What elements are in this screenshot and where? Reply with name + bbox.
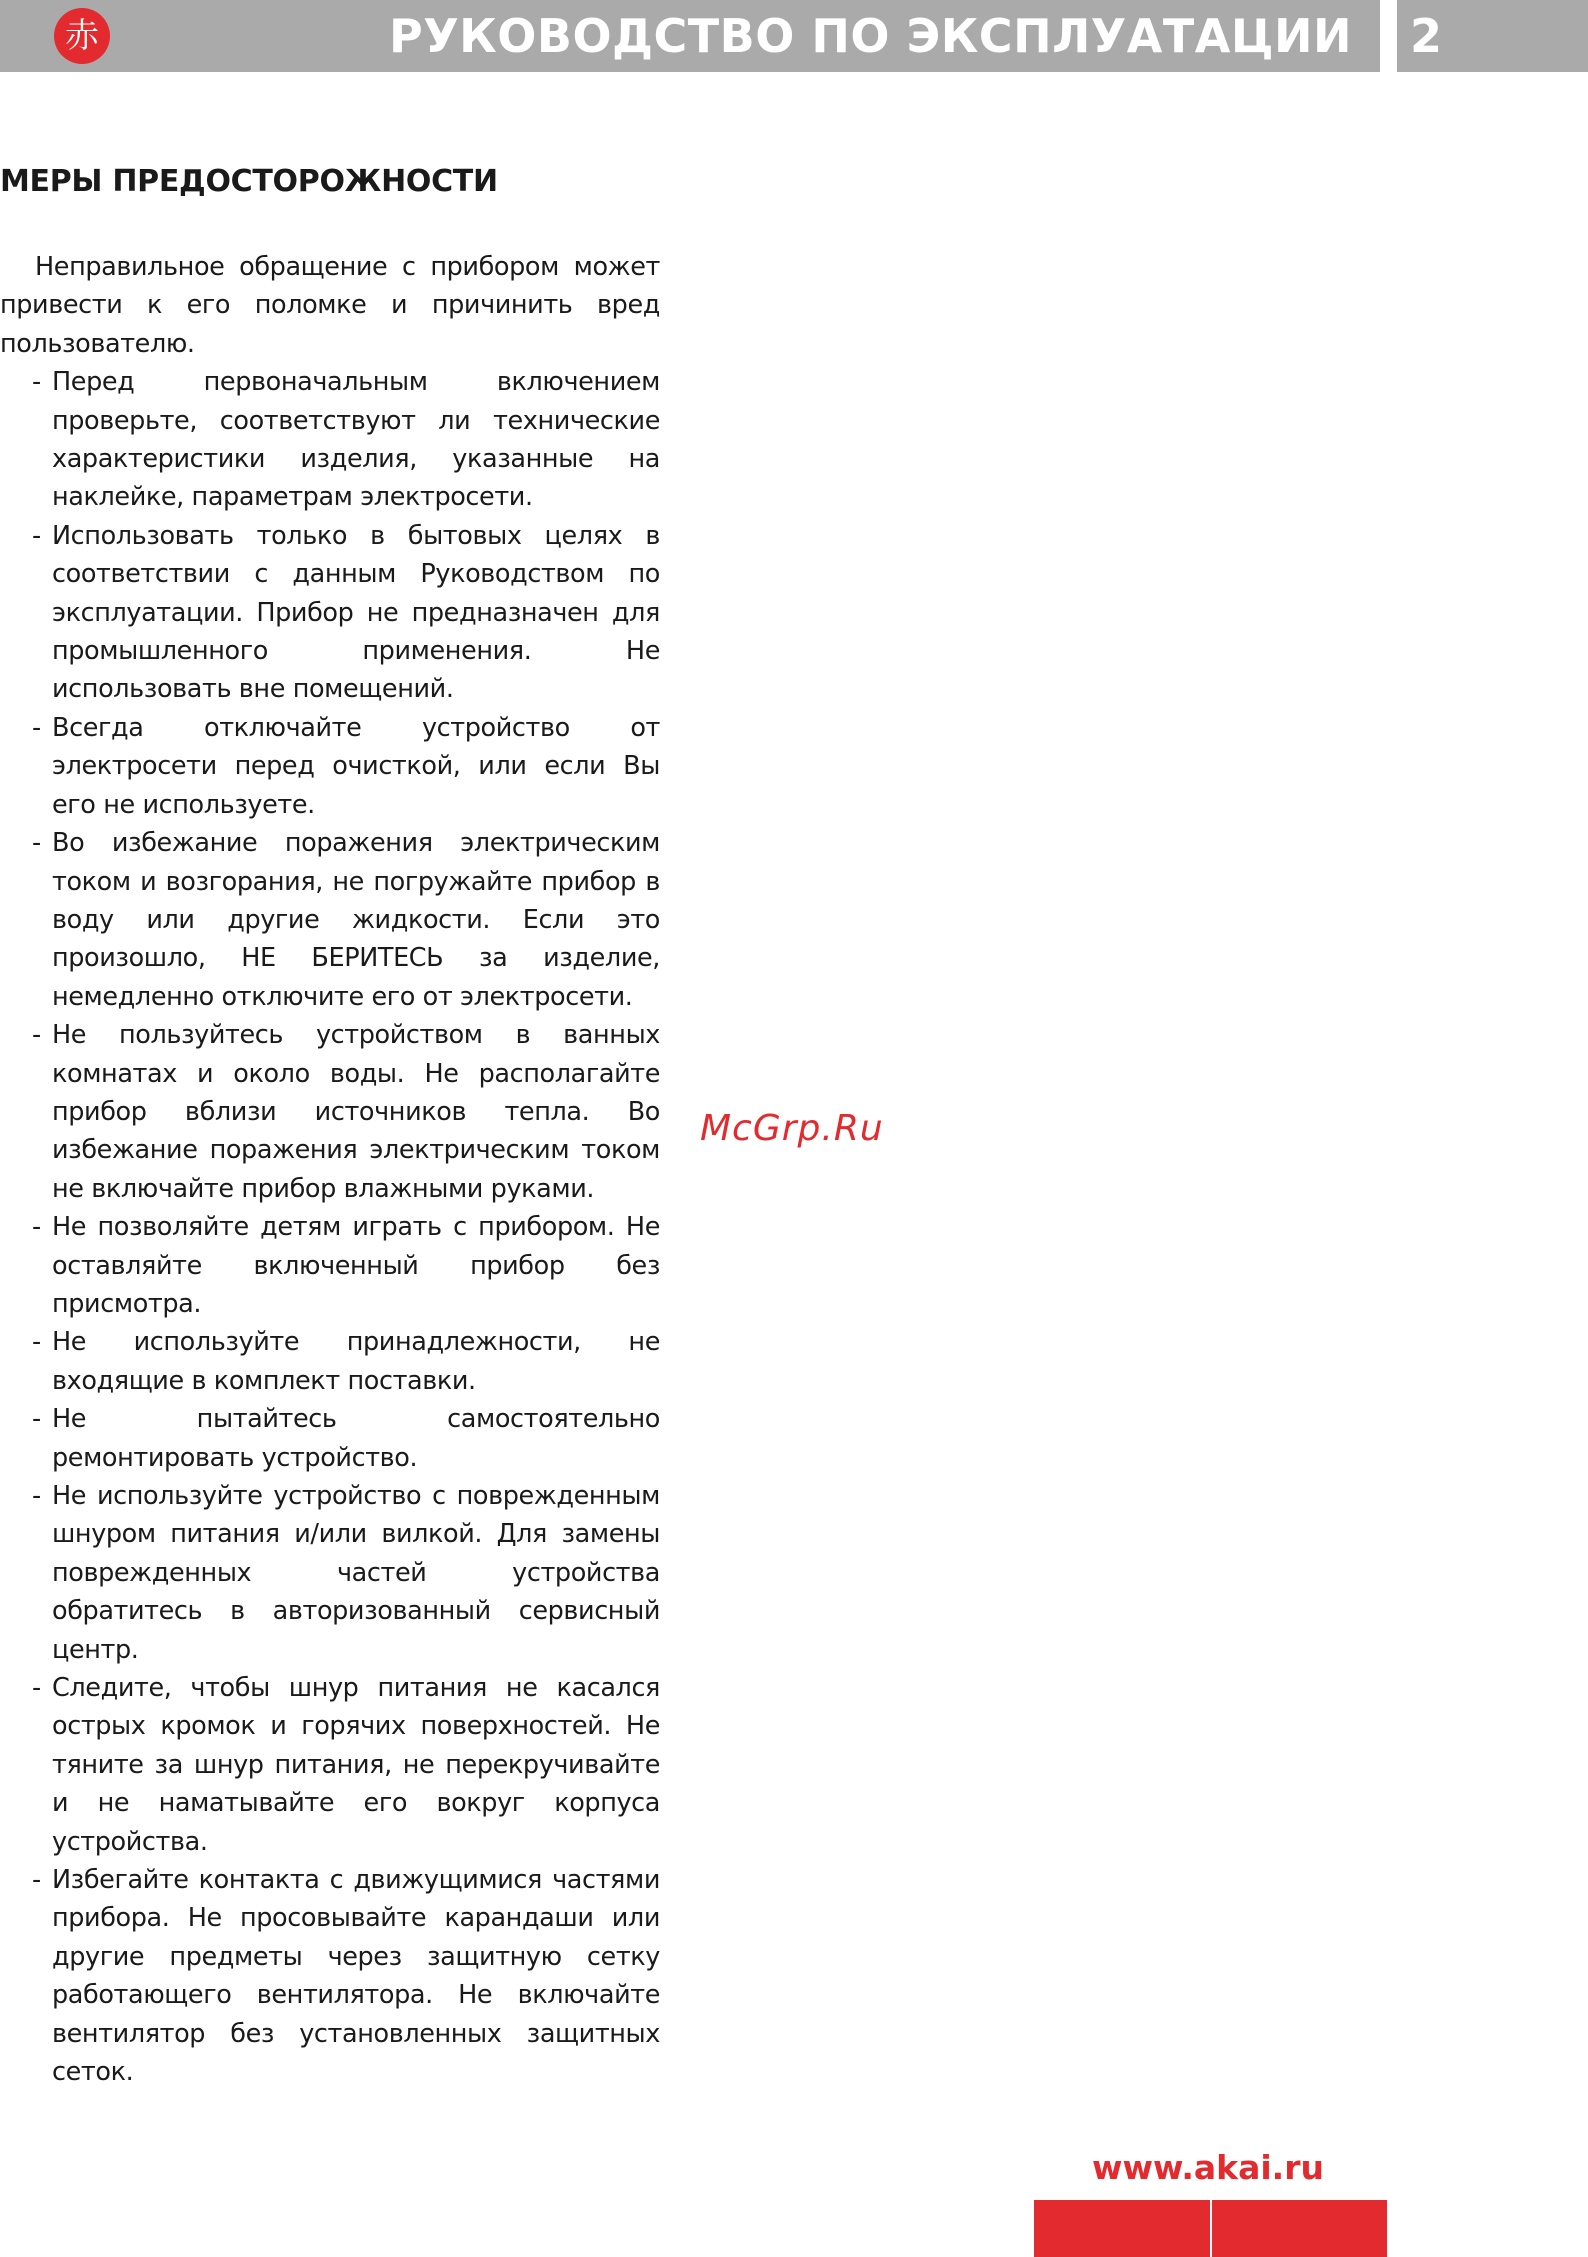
list-item bbox=[0, 1669, 660, 1861]
list-item-text: Не пользуйтесь устройством в ванных комнатах и около воды. Не располагайте прибор вблизи источников тепла. Во избежание поражения электрическим током не включайте прибор влажными руками. bbox=[52, 1020, 660, 1204]
list-item bbox=[0, 1477, 660, 1669]
list-item bbox=[0, 1400, 660, 1477]
intro-paragraph: Неправильное обращение с прибором может привести к его поломке и причинить вред пользователю. bbox=[0, 252, 660, 359]
list-item-text: Всегда отключайте устройство от электросети перед очисткой, или если Вы его не используете. bbox=[52, 712, 660, 820]
list-item-text: Во избежание поражения электрическим током и возгорания, не погружайте прибор в воду или другие жидкости. Если это произошло, НЕ БЕРИТЕСЬ за изделие, немедленно отключите его от электросети. bbox=[52, 828, 660, 1012]
footer-website-link[interactable]: www.akai.ru bbox=[1092, 2148, 1324, 2187]
list-item-text: Не используйте принадлежности, не входящие в комплект поставки. bbox=[52, 1327, 660, 1396]
list-item bbox=[0, 363, 660, 517]
list-dash: - bbox=[32, 1020, 41, 1051]
footer-red-block bbox=[1034, 2200, 1210, 2257]
list-dash: - bbox=[32, 828, 41, 859]
page-number: 2 bbox=[1410, 9, 1443, 63]
section-title: МЕРЫ ПРЕДОСТОРОЖНОСТИ bbox=[0, 164, 498, 199]
header-title: РУКОВОДСТВО ПО ЭКСПЛУАТАЦИИ bbox=[389, 9, 1352, 63]
list-item-text: Не используйте устройство с поврежденным шнуром питания и/или вилкой. Для замены поврежденных частей устройства обратитесь в авторизованный сервисный центр. bbox=[52, 1481, 660, 1665]
list-dash: - bbox=[32, 1865, 41, 1896]
precautions-list bbox=[0, 363, 660, 2091]
list-item bbox=[0, 517, 660, 709]
list-item-text: Перед первоначальным включением проверьте, соответствуют ли технические характеристики изделия, указанные на наклейке, параметрам электросети. bbox=[52, 367, 660, 513]
list-item bbox=[0, 1016, 660, 1208]
list-item bbox=[0, 1861, 660, 2091]
akai-logo-icon: 赤 bbox=[54, 8, 110, 64]
list-dash: - bbox=[32, 1673, 41, 1704]
list-dash: - bbox=[32, 520, 41, 551]
list-item-text: Не пытайтесь самостоятельно ремонтировать устройство. bbox=[52, 1404, 660, 1473]
list-item-text: Не позволяйте детям играть с прибором. Не оставляйте включенный прибор без присмотра. bbox=[52, 1212, 660, 1319]
list-item bbox=[0, 1323, 660, 1400]
list-item bbox=[0, 1208, 660, 1323]
list-dash: - bbox=[32, 1212, 41, 1243]
list-dash: - bbox=[32, 367, 41, 398]
list-item-text: Следите, чтобы шнур питания не касался острых кромок и горячих поверхностей. Не тяните за шнур питания, не перекручивайте и не наматывайте его вокруг корпуса устройства. bbox=[52, 1673, 660, 1857]
safety-content bbox=[0, 248, 660, 2092]
list-item bbox=[0, 709, 660, 824]
list-item bbox=[0, 824, 660, 1016]
list-item-text: Избегайте контакта с движущимися частями прибора. Не просовывайте карандаши или другие предметы через защитную сетку работающего вентилятора. Не включайте вентилятор без установленных защитных сеток. bbox=[52, 1865, 660, 2088]
list-dash: - bbox=[32, 1481, 41, 1511]
footer-red-block bbox=[1212, 2200, 1387, 2257]
list-dash: - bbox=[32, 712, 41, 743]
list-item-text: Использовать только в бытовых целях в соответствии с данным Руководством по эксплуатации. Прибор не предназначен для промышленного применения. Не использовать вне помещений. bbox=[52, 520, 660, 705]
list-dash: - bbox=[32, 1404, 41, 1435]
list-dash: - bbox=[32, 1327, 41, 1358]
watermark: McGrp.Ru bbox=[700, 1108, 884, 1149]
